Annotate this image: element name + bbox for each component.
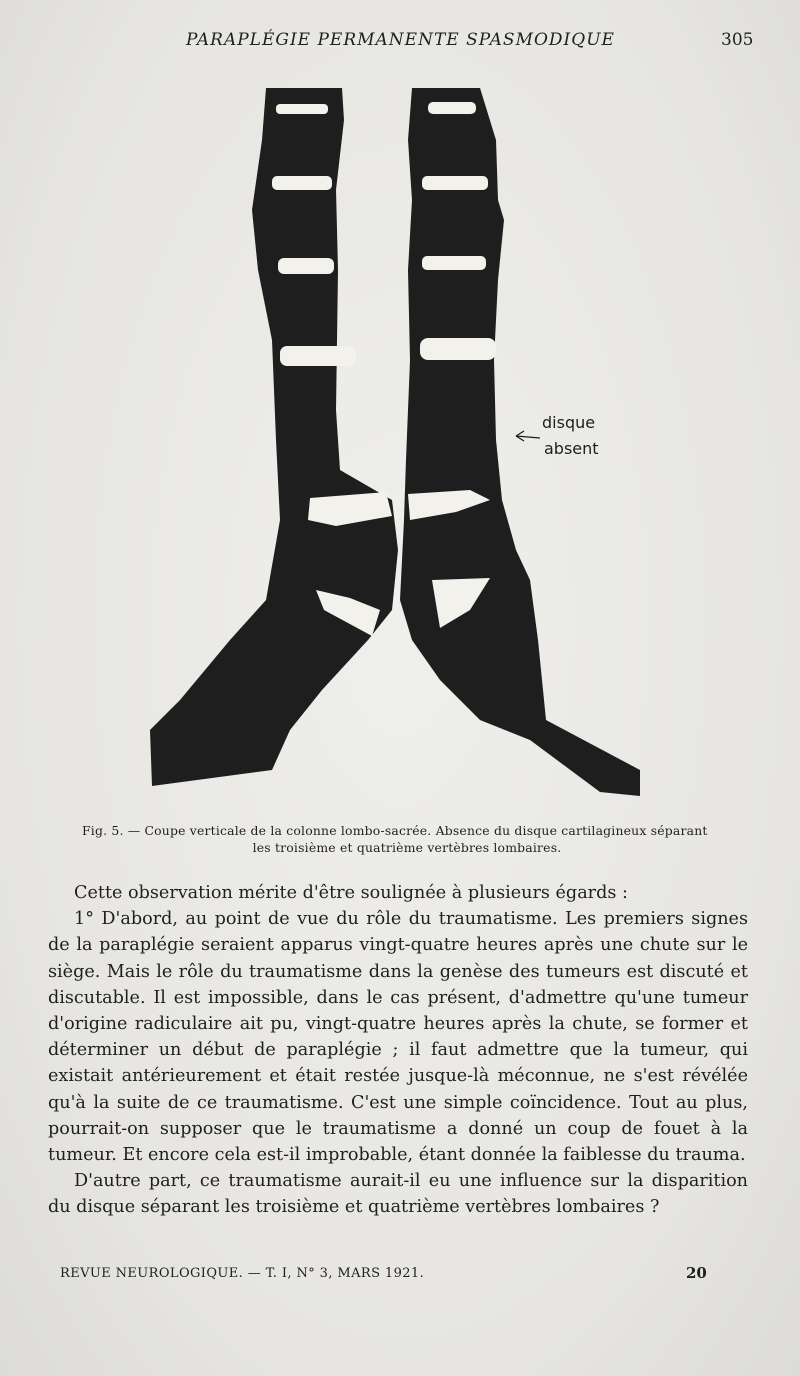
paragraph-2: 1° D'abord, au point de vue du rôle du traumatisme. Les premiers signes de la paraplégie seraient apparus vingt-quatre heures après une chute sur le siège. Mais le rôle du traumatisme dans la genèse des tumeurs est discuté et discutable. Il est impossible, dans le cas présent, d'admettre qu'une tumeur d'origine radiculaire ait pu, vingt-quatre heures après la chute, se former et déterminer un début de paraplégie ; il faut admettre que la tumeur, qui existait antérieurement et était restée jusque-là méconnue, ne s'est révélée qu'à la suite de ce traumatisme. C'est une simple coïncidence. Tout au plus, pourrait-on supposer que le traumatisme a donné un coup de fouet à la tumeur. Et encore cela est-il improbable, étant donnée la faiblesse du trauma. [48,909,748,1166]
signature-number: 20 [686,1264,707,1282]
journal-reference: REVUE NEUROLOGIQUE. — T. I, N° 3, MARS 1921. [60,1266,425,1281]
spine-section-photograph [140,80,660,800]
right-vertebral-column [400,88,640,796]
paragraph-3: D'autre part, ce traumatisme aurait-il eu une influence sur la disparition du disque séparant les troisième et quatrième vertèbres lombaires ? [48,1171,748,1218]
annotation-label-2: absent [544,439,599,458]
page-number: 305 [721,30,754,50]
spine-photo-illustration [140,80,660,800]
caption-line-1: Fig. 5. — Coupe verticale de la colonne lombo-sacrée. Absence du disque cartilagineux séparant [82,823,708,838]
left-vertebral-column [150,88,398,786]
caption-line-2: les troisième et quatrième vertèbres lombaires. [252,840,562,855]
annotation-label-1: disque [542,413,596,432]
running-title: PARAPLÉGIE PERMANENTE SPASMODIQUE [186,30,615,50]
page-footer [0,1264,800,1288]
body-text [48,880,748,1221]
annotation-arrow [516,431,540,441]
paragraph-1: Cette observation mérite d'être soulignée à plusieurs égards : [74,883,628,903]
running-head [0,28,800,54]
figure-caption [82,822,732,856]
